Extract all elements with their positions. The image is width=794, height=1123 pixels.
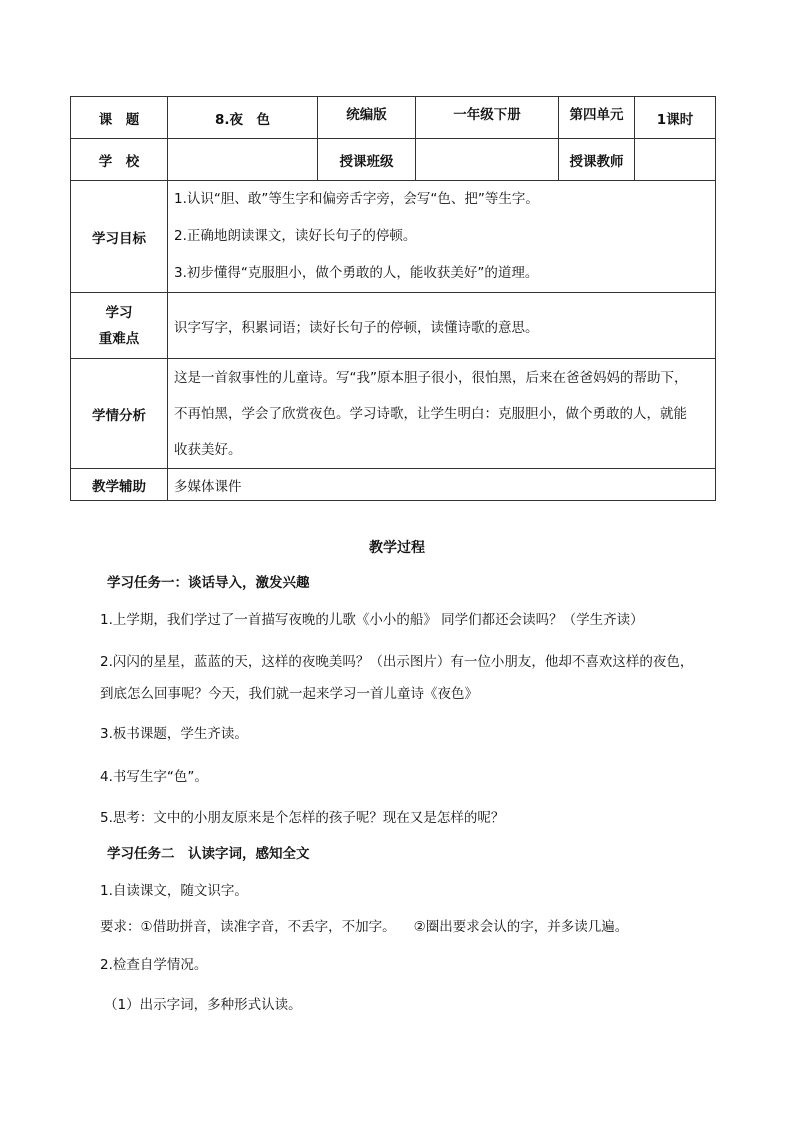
row-analysis (71, 359, 716, 469)
task1-item-5: 5.思考：文中的小朋友原来是个怎样的孩子呢？现在又是怎样的呢？ (100, 810, 505, 826)
requirement-part-1: 要求：①借助拼音，读准字音，不丢字，不加字。 (100, 919, 396, 935)
process-title: 教学过程 (369, 540, 425, 556)
lesson-title: 8.夜 色 (168, 97, 318, 139)
row-objectives (71, 181, 716, 293)
row-lesson (71, 97, 716, 139)
class-value (416, 139, 559, 181)
edition: 统编版 (318, 97, 416, 139)
school-label: 学 校 (71, 139, 168, 181)
teacher-value (635, 139, 716, 181)
analysis-label: 学情分析 (71, 359, 168, 469)
objectives-list (168, 181, 716, 293)
objectives-label: 学习目标 (71, 181, 168, 293)
task1-item-2-line2: 到底怎么回事呢？今天，我们就一起来学习一首儿童诗《夜色》 (100, 686, 478, 702)
requirement-part-2: ②圈出要求会认的字，并多读几遍。 (413, 919, 629, 935)
difficulties-label-line2: 重难点 (98, 330, 140, 347)
unit: 第四单元 (559, 97, 635, 139)
analysis-text (168, 359, 716, 469)
teacher-label: 授课教师 (559, 139, 635, 181)
difficulties-text: 识字写字，积累词语；读好长句子的停顿，读懂诗歌的意思。 (168, 293, 716, 359)
task1-item-1: 1.上学期，我们学过了一首描写夜晚的儿歌《小小的船》 同学们都还会读吗？（学生齐读） (100, 612, 644, 628)
task2-heading: 学习任务二 认读字词，感知全文 (107, 846, 310, 862)
row-difficulties (71, 293, 716, 359)
analysis-line: 不再怕黑，学会了欣赏夜色。学习诗歌，让学生明白：克服胆小，做个勇敢的人，就能 (174, 406, 687, 422)
task1-item-4: 4.书写生字“色”。 (100, 769, 208, 785)
row-school (71, 139, 716, 181)
task1-item-2-line1: 2.闪闪的星星，蓝蓝的天，这样的夜晚美吗？（出示图片）有一位小朋友，他却不喜欢这样的夜色， (100, 654, 694, 670)
class-hours: 1课时 (635, 97, 716, 139)
analysis-line: 收获美好。 (174, 442, 242, 458)
difficulties-label-line1: 学习 (105, 304, 133, 321)
task1-item-3: 3.板书课题，学生齐读。 (100, 726, 248, 742)
difficulties-label (71, 293, 168, 359)
school-value (168, 139, 318, 181)
task2-item-1: 1.自读课文，随文识字。 (100, 883, 248, 899)
lesson-info-table (70, 96, 716, 501)
grade: 一年级下册 (416, 97, 559, 139)
aids-text: 多媒体课件 (168, 469, 716, 501)
row-aids (71, 469, 716, 501)
aids-label: 教学辅助 (71, 469, 168, 501)
task2-item-2: 2.检查自学情况。 (100, 957, 208, 973)
objective-item: 3.初步懂得“克服胆小，做个勇敢的人，能收获美好”的道理。 (174, 265, 539, 281)
task1-item-2 (100, 646, 720, 710)
analysis-line: 这是一首叙事性的儿童诗。写“我”原本胆子很小，很怕黑，后来在爸爸妈妈的帮助下， (174, 370, 688, 386)
task2-sub-item-1: （1）出示字词，多种形式认读。 (104, 997, 302, 1013)
objective-item: 2.正确地朗读课文，读好长句子的停顿。 (174, 228, 417, 244)
lesson-title-label: 课 题 (71, 97, 168, 139)
objective-item: 1.认识“胆、敢”等生字和偏旁舌字旁，会写“色、把”等生字。 (174, 191, 539, 207)
task1-heading: 学习任务一：谈话导入，激发兴趣 (107, 575, 310, 591)
class-label: 授课班级 (318, 139, 416, 181)
task2-requirement (100, 915, 628, 935)
